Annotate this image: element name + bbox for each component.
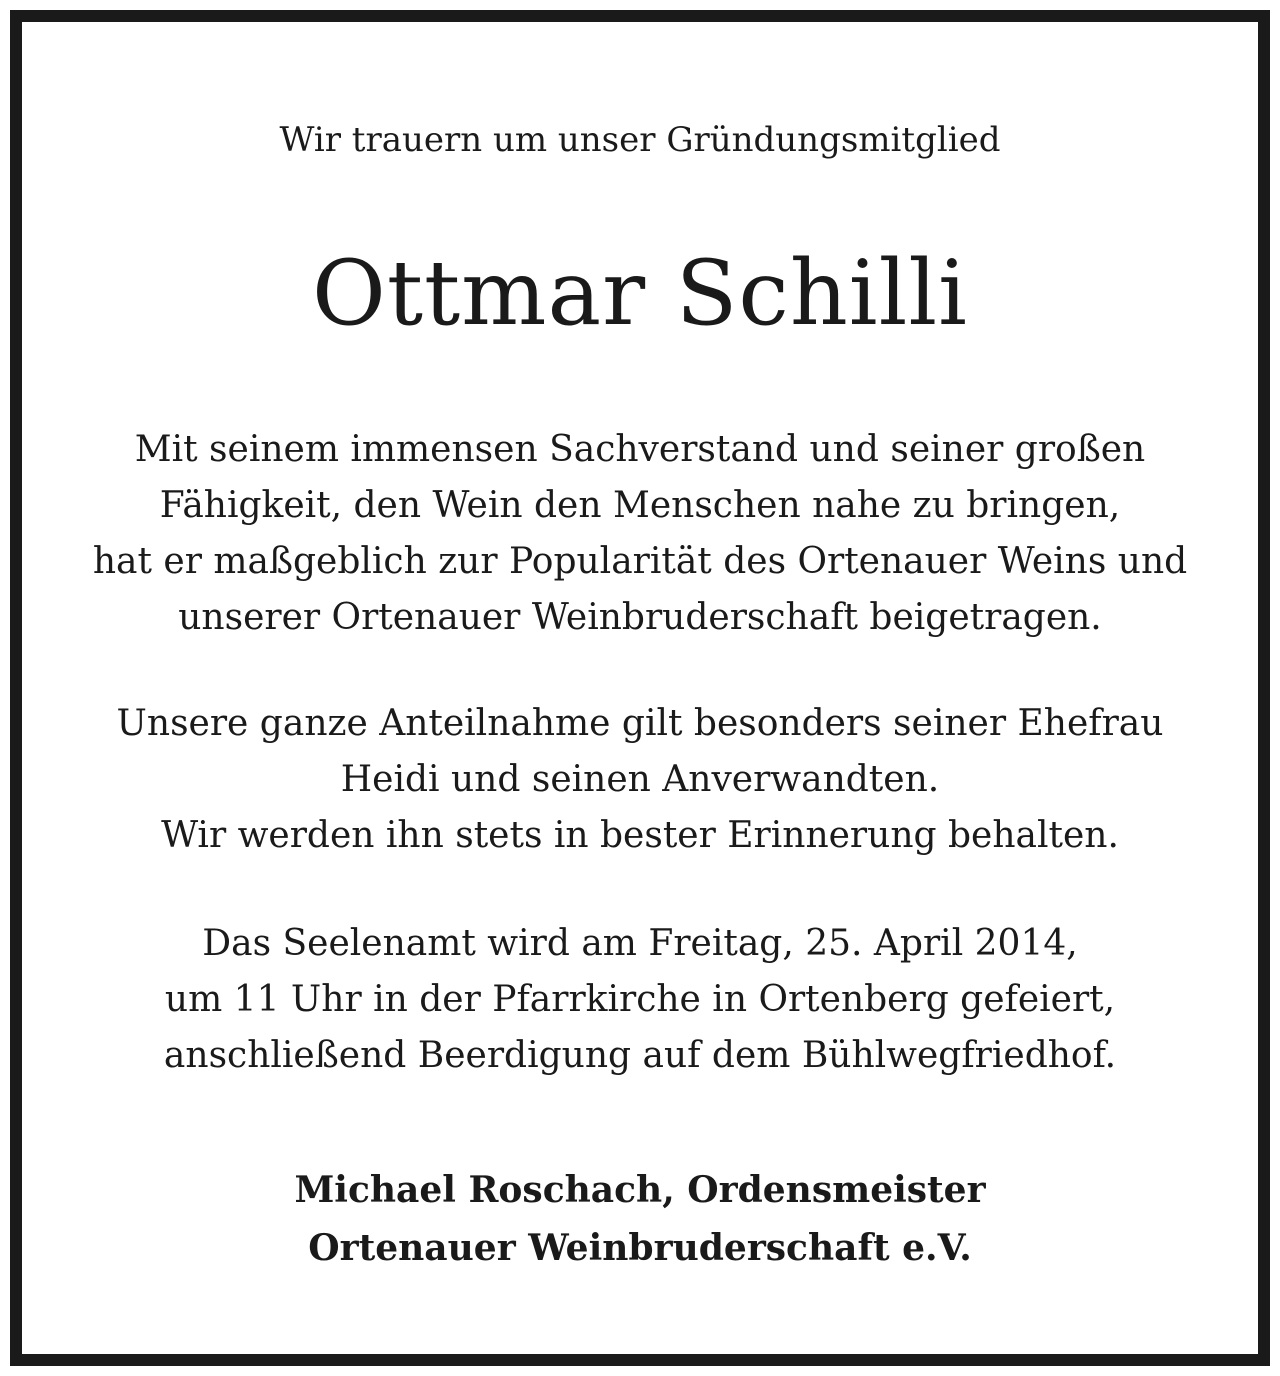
tribute-line-2: Fähigkeit, den Wein den Menschen nahe zu bringen, [159,485,1121,526]
service-line-2: um 11 Uhr in der Pfarrkirche in Ortenberg gefeiert, [164,979,1116,1020]
condolence-line-3: Wir werden ihn stets in bester Erinnerung behalten. [161,815,1119,856]
service-line-3: anschließend Beerdigung auf dem Bühlwegfriedhof. [163,1035,1117,1076]
intro-line: Wir trauern um unser Gründungsmitglied [279,120,1001,160]
tribute-line-3: hat er maßgeblich zur Popularität des Ortenauer Weins und [92,541,1188,582]
tribute-line-4: unserer Ortenauer Weinbruderschaft beigetragen. [178,597,1102,638]
service-line-1: Das Seelenamt wird am Freitag, 25. April 2014, [202,923,1078,964]
deceased-name: Ottmar Schilli [312,241,968,346]
tribute-line-1: Mit seinem immensen Sachverstand und seiner großen [134,429,1146,470]
signature-name: Michael Roschach, Ordensmeister [294,1169,986,1211]
signature-organization: Ortenauer Weinbruderschaft e.V. [308,1227,972,1269]
condolence-line-2: Heidi und seinen Anverwandten. [340,759,940,800]
obituary-notice [10,10,1270,1366]
condolence-line-1: Unsere ganze Anteilnahme gilt besonders seiner Ehefrau [116,703,1164,744]
